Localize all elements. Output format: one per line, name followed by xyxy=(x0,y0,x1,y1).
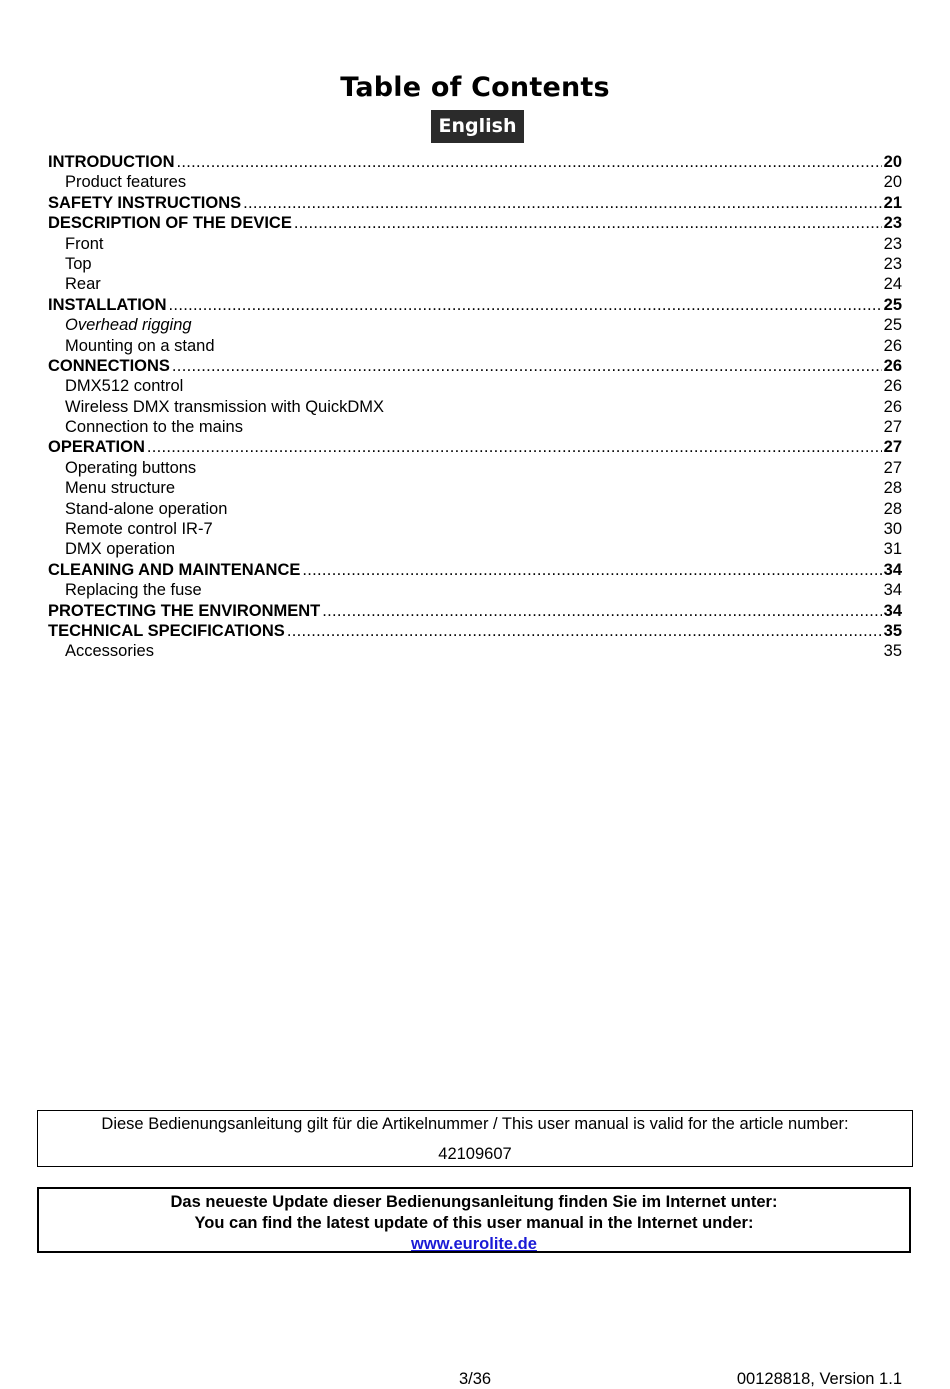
toc-page-number: 27 xyxy=(883,458,902,477)
toc-subsection[interactable] xyxy=(48,641,902,661)
toc-subsection[interactable] xyxy=(48,580,902,600)
toc-label: DMX512 control xyxy=(65,377,184,396)
page-title: Table of Contents xyxy=(340,72,610,103)
toc-label: TECHNICAL SPECIFICATIONS xyxy=(48,621,285,640)
toc-subsection[interactable] xyxy=(48,274,902,294)
toc-subsection[interactable] xyxy=(48,417,902,437)
article-number-box xyxy=(37,1110,913,1167)
toc-page-number: 27 xyxy=(883,418,902,437)
toc-page-number: 20 xyxy=(883,153,902,171)
toc-label: Rear xyxy=(65,275,101,294)
toc-section[interactable] xyxy=(48,213,902,233)
toc-label: Product features xyxy=(65,173,187,192)
toc-page-number: 28 xyxy=(883,479,902,498)
toc-leader-dots xyxy=(302,560,881,580)
toc-label: Top xyxy=(65,254,92,273)
toc-subsection[interactable] xyxy=(48,315,902,335)
toc-label: OPERATION xyxy=(48,438,145,457)
toc-section[interactable] xyxy=(48,560,902,580)
toc-section[interactable] xyxy=(48,621,902,641)
toc-leader-dots xyxy=(322,601,881,621)
toc-section[interactable] xyxy=(48,601,902,621)
toc-leader-dots xyxy=(243,193,882,213)
toc-subsection[interactable] xyxy=(48,254,902,274)
update-notice-german: Das neueste Update dieser Bedienungsanleitung finden Sie im Internet unter: xyxy=(170,1193,778,1211)
toc-subsection[interactable] xyxy=(48,519,902,539)
article-number-text: Diese Bedienungsanleitung gilt für die Artikelnummer / This user manual is valid for the article number: xyxy=(101,1115,849,1133)
toc-label: INSTALLATION xyxy=(48,295,167,314)
toc-label: Menu structure xyxy=(65,479,176,498)
toc-leader-dots xyxy=(287,621,882,641)
toc-page-number: 25 xyxy=(883,295,902,314)
toc-label: INTRODUCTION xyxy=(48,153,175,171)
toc-page-number: 26 xyxy=(883,377,902,396)
toc-page-number: 35 xyxy=(883,621,902,640)
toc-leader-dots xyxy=(169,295,882,315)
toc-subsection[interactable] xyxy=(48,172,902,192)
toc-page-number: 26 xyxy=(883,336,902,355)
toc-subsection[interactable] xyxy=(48,234,902,254)
toc-subsection[interactable] xyxy=(48,499,902,519)
toc-section[interactable] xyxy=(48,295,902,315)
toc-page-number: 23 xyxy=(883,254,902,273)
toc-page-number: 34 xyxy=(883,601,902,620)
toc-label: Operating buttons xyxy=(65,458,197,477)
toc-page-number: 28 xyxy=(883,499,902,518)
toc-label: Connection to the mains xyxy=(65,418,243,437)
toc-page-number: 26 xyxy=(883,397,902,416)
toc-label: Accessories xyxy=(65,642,154,661)
toc-page-number: 31 xyxy=(883,540,902,559)
toc-label: CONNECTIONS xyxy=(48,356,170,375)
article-number: 42109607 xyxy=(438,1145,512,1163)
toc-subsection[interactable] xyxy=(48,376,902,396)
toc-section[interactable] xyxy=(48,193,902,213)
toc-page-number: 23 xyxy=(883,214,902,233)
toc-leader-dots xyxy=(177,152,882,172)
toc-label: Front xyxy=(65,234,104,253)
toc-label: Replacing the fuse xyxy=(65,581,202,600)
toc-subsection[interactable] xyxy=(48,478,902,498)
toc-label: Overhead rigging xyxy=(65,316,192,335)
toc-label: PROTECTING THE ENVIRONMENT xyxy=(48,601,321,620)
toc-page-number: 21 xyxy=(883,193,902,212)
toc-page-number: 34 xyxy=(883,560,902,579)
toc-label: CLEANING AND MAINTENANCE xyxy=(48,560,301,579)
website-link[interactable]: www.eurolite.de xyxy=(411,1235,537,1253)
toc-page-number: 25 xyxy=(883,316,902,335)
language-badge: English xyxy=(431,110,524,143)
toc-page-number: 30 xyxy=(883,520,902,539)
toc-label: Stand-alone operation xyxy=(65,499,228,518)
toc-leader-dots xyxy=(294,213,882,233)
document-version: 00128818, Version 1.1 xyxy=(736,1370,902,1388)
toc-label: DESCRIPTION OF THE DEVICE xyxy=(48,214,292,233)
toc-label: Mounting on a stand xyxy=(65,336,215,355)
update-notice-box xyxy=(37,1187,911,1253)
toc-page-number: 26 xyxy=(883,356,902,375)
toc-label: DMX operation xyxy=(65,540,176,559)
page-number: 3/36 xyxy=(458,1370,492,1388)
table-of-contents xyxy=(48,152,902,662)
toc-leader-dots xyxy=(172,356,882,376)
toc-page-number: 24 xyxy=(883,275,902,294)
toc-section[interactable] xyxy=(48,152,902,172)
toc-page-number: 34 xyxy=(883,581,902,600)
toc-page-number: 20 xyxy=(883,173,902,192)
toc-section[interactable] xyxy=(48,437,902,457)
toc-subsection[interactable] xyxy=(48,397,902,417)
toc-subsection[interactable] xyxy=(48,539,902,559)
toc-page-number: 23 xyxy=(883,234,902,253)
toc-label: Wireless DMX transmission with QuickDMX xyxy=(65,397,385,416)
toc-leader-dots xyxy=(147,437,882,457)
toc-subsection[interactable] xyxy=(48,336,902,356)
toc-section[interactable] xyxy=(48,356,902,376)
toc-label: Remote control IR-7 xyxy=(65,520,213,539)
toc-page-number: 35 xyxy=(883,642,902,661)
toc-page-number: 27 xyxy=(883,438,902,457)
update-notice-english: You can find the latest update of this user manual in the Internet under: xyxy=(194,1214,754,1232)
toc-label: SAFETY INSTRUCTIONS xyxy=(48,193,242,212)
toc-subsection[interactable] xyxy=(48,458,902,478)
